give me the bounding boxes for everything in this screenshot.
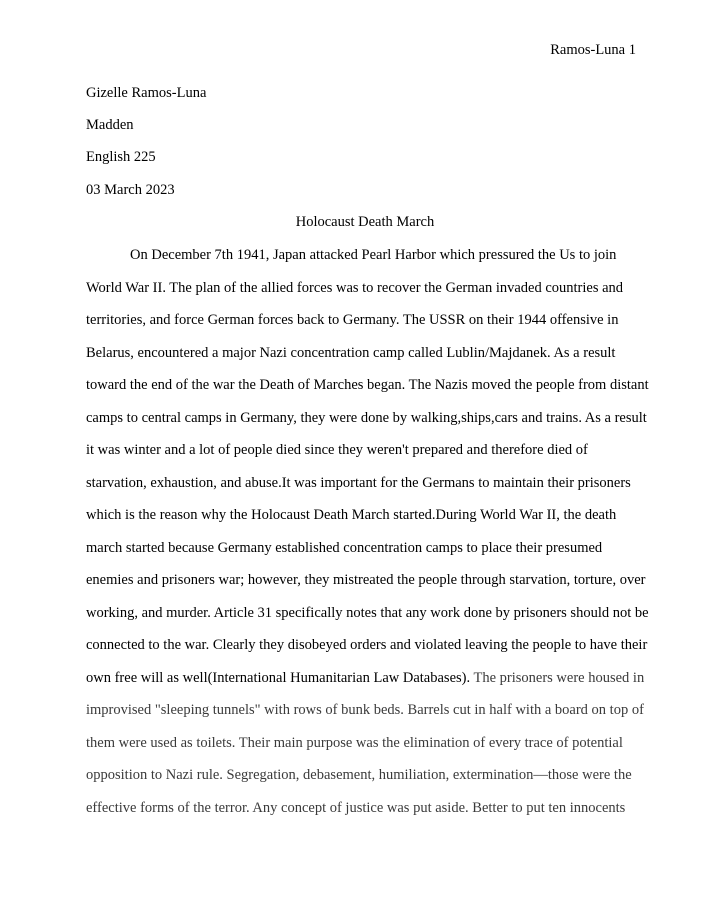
essay-date: 03 March 2023 [86, 182, 175, 198]
body-line: enemies and prisoners war; however, they mistreated the people through starvation, torture, over [86, 572, 646, 588]
running-head: Ramos-Luna 1 [550, 42, 636, 58]
body-line: territories, and force German forces back to Germany. The USSR on their 1944 offensive in [86, 312, 619, 328]
body-line: effective forms of the terror. Any concept of justice was put aside. Better to put ten innocents [86, 800, 626, 816]
body-line: which is the reason why the Holocaust Death March started.During World War II, the death [86, 507, 617, 523]
quoted-sentence: The prisoners were housed in [473, 670, 645, 686]
body-line: World War II. The plan of the allied forces was to recover the German invaded countries and [86, 280, 624, 296]
body-line [86, 669, 644, 687]
body-line: working, and murder. Article 31 specifically notes that any work done by prisoners should not be [86, 605, 649, 621]
course-name: English 225 [86, 149, 156, 165]
body-line: Belarus, encountered a major Nazi concentration camp called Lublin/Majdanek. As a result [86, 345, 616, 361]
author-name: Gizelle Ramos-Luna [86, 85, 207, 101]
body-line: camps to central camps in Germany, they were done by walking,ships,cars and trains. As a result [86, 410, 647, 426]
essay-title: Holocaust Death March [295, 214, 435, 230]
body-line: connected to the war. Clearly they disobeyed orders and violated leaving the people to have their [86, 637, 648, 653]
body-line: improvised "sleeping tunnels" with rows of bunk beds. Barrels cut in half with a board on top of [86, 702, 644, 718]
body-line: starvation, exhaustion, and abuse.It was important for the Germans to maintain their prisoners [86, 475, 631, 491]
citation-sentence: own free will as well(International Humanitarian Law Databases). [86, 670, 471, 686]
body-line: them were used as toilets. Their main purpose was the elimination of every trace of potential [86, 735, 623, 751]
instructor-name: Madden [86, 117, 134, 133]
body-line: it was winter and a lot of people died since they weren't prepared and therefore died of [86, 442, 588, 458]
body-line: opposition to Nazi rule. Segregation, debasement, humiliation, extermination—those were the [86, 767, 632, 783]
body-line: march started because Germany established concentration camps to place their presumed [86, 540, 603, 556]
body-line: On December 7th 1941, Japan attacked Pearl Harbor which pressured the Us to join [130, 247, 617, 263]
body-line: toward the end of the war the Death of Marches began. The Nazis moved the people from distant [86, 377, 649, 393]
